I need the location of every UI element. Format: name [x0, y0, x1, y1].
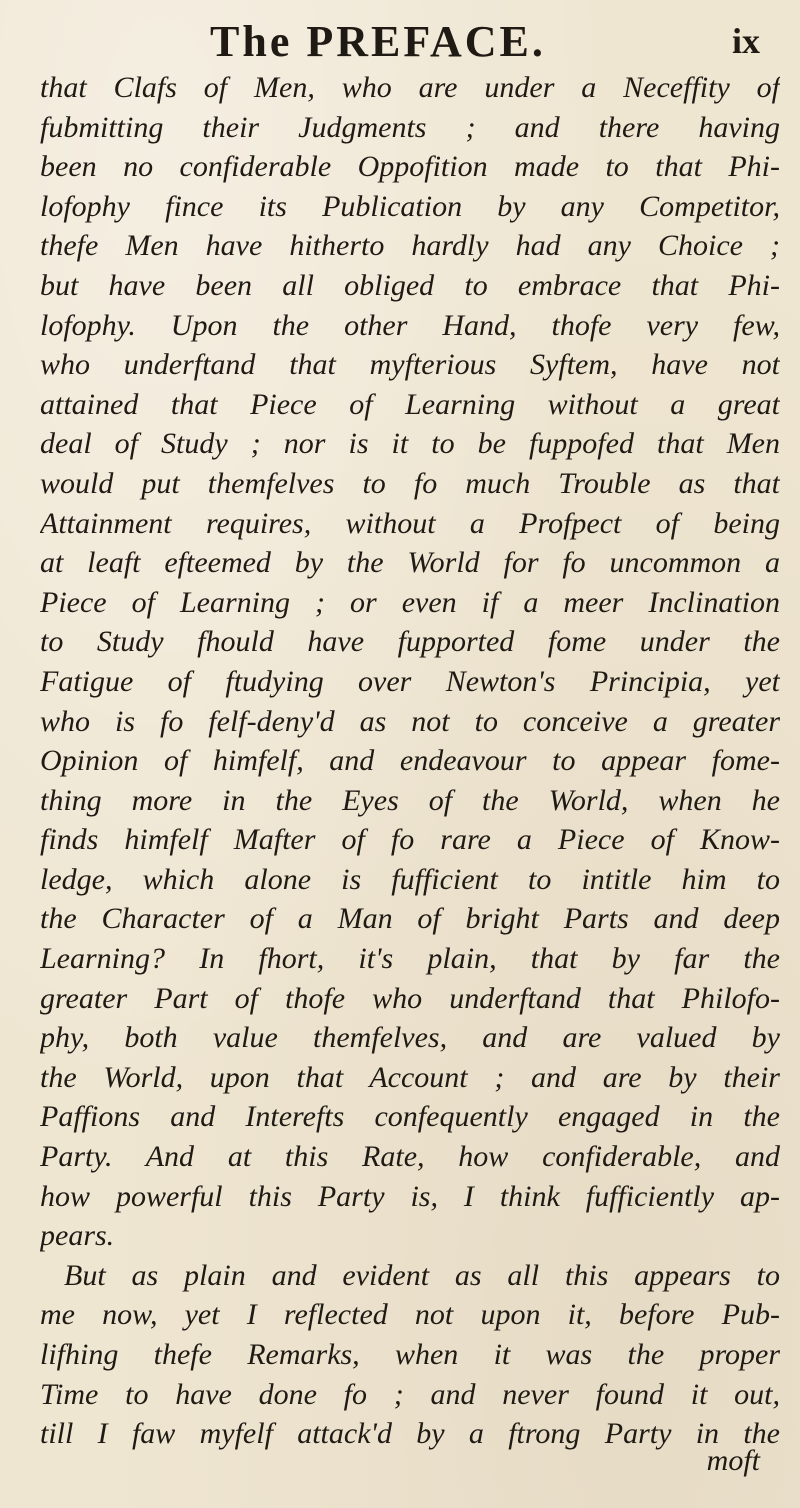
text-line: lifhing thefe Remarks, when it was the proper [40, 1338, 780, 1371]
text-line: Fatigue of ftudying over Newton's Principia, yet [40, 664, 780, 698]
text-line: lofophy fince its Publication by any Competitor, [40, 189, 780, 223]
catchword: moft [706, 1444, 760, 1477]
text-line: at leaft efteemed by the World for fo uncommon a [40, 546, 780, 580]
body-text [40, 68, 780, 1454]
text-line: but have been all obliged to embrace that Phi- [40, 268, 780, 302]
text-line: But as plain and evident as all this appears to [64, 1258, 780, 1292]
text-line: Party. And at this Rate, how confiderable, and [40, 1140, 780, 1174]
text-line: attained that Piece of Learning without a great [40, 387, 780, 421]
text-line: fubmitting their Judgments ; and there having [40, 110, 780, 144]
text-line: finds himfelf Mafter of fo rare a Piece of Know- [40, 823, 780, 857]
text-line: Time to have done fo ; and never found it out, [40, 1377, 780, 1411]
text-line: been no confiderable Oppofition made to that Phi- [40, 150, 780, 184]
page-number: ix [731, 21, 760, 61]
text-line: greater Part of thofe who underftand that Philofo- [40, 981, 780, 1015]
text-line: thing more in the Eyes of the World, when he [40, 783, 780, 817]
text-line: would put themfelves to fo much Trouble as that [40, 466, 780, 500]
text-line: how powerful this Party is, I think fufficiently ap- [40, 1179, 780, 1213]
text-line: who underftand that myfterious Syftem, have not [40, 348, 780, 382]
text-line: Piece of Learning ; or even if a meer Inclination [40, 585, 780, 619]
text-line: pears. [40, 1219, 115, 1253]
running-title: The PREFACE. [210, 17, 546, 66]
text-line: Learning? In fhort, it's plain, that by far the [40, 942, 780, 976]
text-line: till I faw myfelf attack'd by a ftrong Party in the [40, 1417, 780, 1451]
text-line: to Study fhould have fupported fome under the [40, 625, 780, 659]
text-line: lofophy. Upon the other Hand, thofe very few, [40, 308, 780, 342]
text-line: Paffions and Interefts confequently engaged in the [40, 1100, 780, 1134]
text-line: ledge, which alone is fufficient to intitle him to [40, 862, 780, 896]
text-line: that Clafs of Men, who are under a Neceffity of [40, 71, 780, 104]
text-line: Opinion of himfelf, and endeavour to appear fome- [40, 744, 780, 778]
text-line: who is fo felf-deny'd as not to conceive a greater [40, 704, 780, 738]
page-header [0, 14, 800, 74]
text-line: thefe Men have hitherto hardly had any Choice ; [40, 229, 780, 263]
text-line: deal of Study ; nor is it to be fuppofed that Men [40, 427, 780, 461]
text-line: the World, upon that Account ; and are by their [40, 1060, 780, 1094]
text-line: me now, yet I reflected not upon it, before Pub- [40, 1298, 780, 1332]
text-line: phy, both value themfelves, and are valued by [40, 1021, 780, 1055]
text-line: the Character of a Man of bright Parts and deep [40, 902, 780, 936]
text-line: Attainment requires, without a Profpect of being [40, 506, 780, 540]
